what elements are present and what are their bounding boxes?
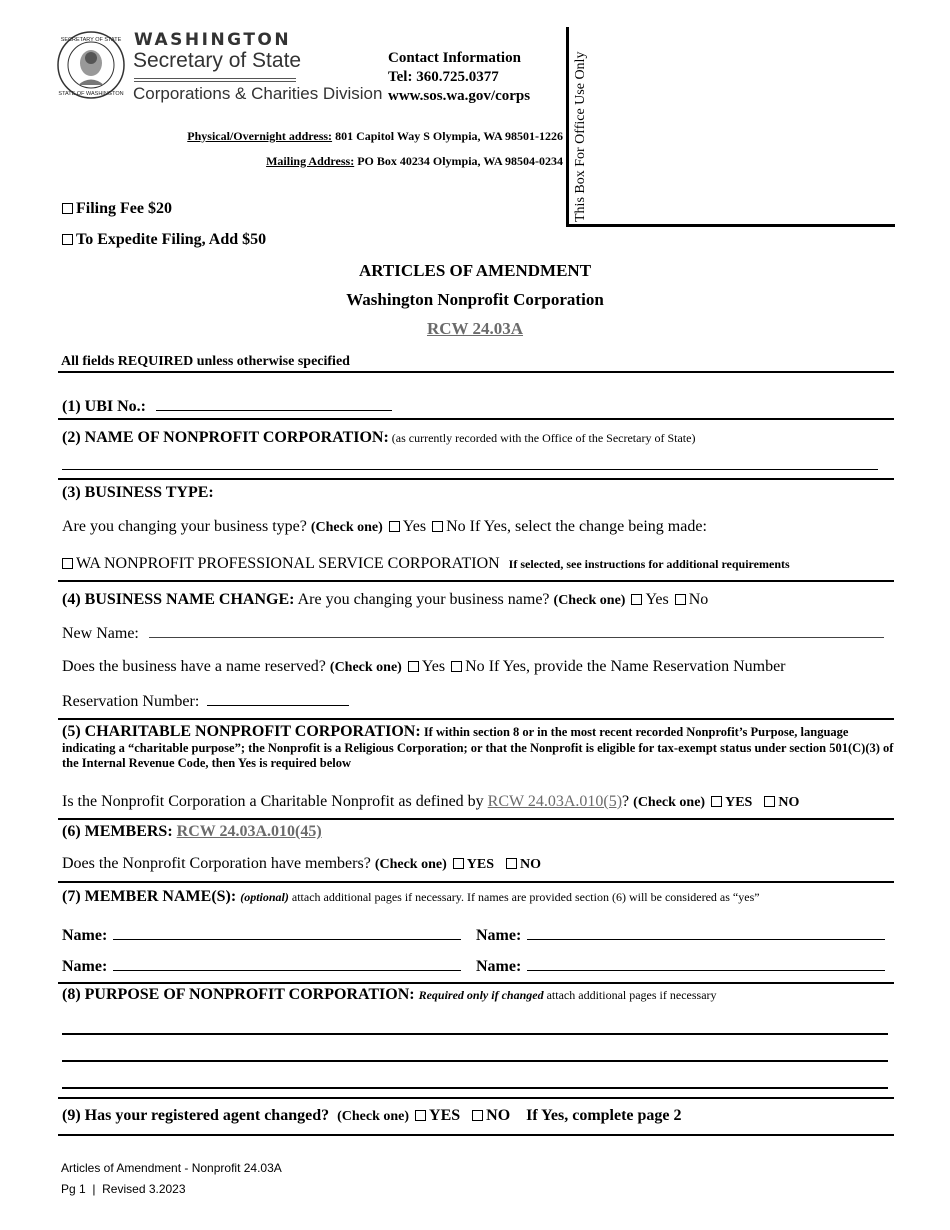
section-5-rcw-link[interactable]: RCW 24.03A.010(5) <box>487 793 623 810</box>
reservation-number-row <box>62 691 349 711</box>
section-8-note: attach additional pages if necessary <box>543 988 717 1002</box>
filing-fee-row <box>60 200 172 218</box>
section-5-desc: If within section 8 or in the most recent recorded Nonprofit’s Purpose, language indicating a “charitable purpose”; the Nonprofit is a Religious Corporation; or that the Nonprofit is eligible for tax-exempt status under section 501(C)(3) of the Internal Revenue Code, then Yes is required below <box>62 725 894 770</box>
org-divider <box>134 78 296 82</box>
required-note: All fields REQUIRED unless otherwise specified <box>61 354 350 369</box>
name-change-yes-label: Yes <box>645 591 669 608</box>
member-name-2-row <box>476 925 885 945</box>
member-name-2-label: Name: <box>476 927 522 944</box>
mailing-address-value: PO Box 40234 Olympia, WA 98504-0234 <box>354 154 563 168</box>
member-name-3-row <box>62 956 461 976</box>
reservation-number-input[interactable] <box>207 691 349 706</box>
agent-no-label: NO <box>486 1107 511 1124</box>
physical-address <box>187 129 563 144</box>
members-yes-checkbox[interactable] <box>453 858 464 869</box>
name-change-no-checkbox[interactable] <box>675 594 686 605</box>
section-2-label: (2) NAME OF NONPROFIT CORPORATION: <box>62 429 389 446</box>
section-7-optional: (optional) <box>240 890 289 904</box>
divider-7 <box>58 982 894 984</box>
seal-icon <box>56 30 126 100</box>
name-change-no-label: No <box>688 591 709 608</box>
professional-service-label: WA NONPROFIT PROFESSIONAL SERVICE CORPORATION <box>76 555 500 572</box>
section-2-name <box>62 429 695 447</box>
org-name-secretary: Secretary of State <box>133 49 302 72</box>
charitable-no-label: NO <box>778 795 800 810</box>
corporation-name-input[interactable] <box>62 469 878 470</box>
purpose-line-3[interactable] <box>62 1087 888 1089</box>
section-7-note: attach additional pages if necessary. If names are provided section (6) will be considered as “yes” <box>288 890 760 904</box>
section-3-check-one: (Check one) <box>310 520 383 535</box>
org-name-washington: WASHINGTON <box>134 30 292 50</box>
business-type-no-checkbox[interactable] <box>432 521 443 532</box>
reserved-check-one: (Check one) <box>329 660 402 675</box>
reserved-no-checkbox[interactable] <box>451 661 462 672</box>
divider-2 <box>58 478 894 480</box>
section-5-qmark: ? <box>622 793 630 810</box>
section-6-rcw-link[interactable]: RCW 24.03A.010(45) <box>176 823 322 840</box>
section-8-header <box>62 986 717 1004</box>
divider-8 <box>58 1097 894 1099</box>
member-name-3-input[interactable] <box>113 956 461 971</box>
section-5-header <box>62 724 894 772</box>
member-name-4-label: Name: <box>476 958 522 975</box>
section-4-check-one: (Check one) <box>553 593 626 608</box>
contact-web: www.sos.wa.gov/corps <box>388 88 531 104</box>
footer-line-1: Articles of Amendment - Nonprofit 24.03A <box>61 1161 282 1175</box>
members-no-label: NO <box>519 857 541 872</box>
office-use-label: This Box For Office Use Only <box>573 51 588 222</box>
charitable-yes-label: YES <box>725 795 753 810</box>
section-3-option-row <box>60 555 790 573</box>
member-name-4-row <box>476 956 885 976</box>
section-4-question: Are you changing your business name? <box>294 591 550 608</box>
reserved-question: Does the business have a name reserved? <box>62 658 326 675</box>
section-6-question-row <box>62 855 541 873</box>
rcw-link[interactable]: RCW 24.03A <box>426 319 524 338</box>
agent-yes-checkbox[interactable] <box>415 1110 426 1121</box>
divider-5 <box>58 818 894 820</box>
section-3-question: Are you changing your business type? <box>62 518 307 535</box>
section-2-note: (as currently recorded with the Office of the Secretary of State) <box>388 431 696 445</box>
form-title: ARTICLES OF AMENDMENT <box>358 261 592 280</box>
agent-no-checkbox[interactable] <box>472 1110 483 1121</box>
section-6-question: Does the Nonprofit Corporation have members? <box>62 855 371 872</box>
expedite-label: To Expedite Filing, Add $50 <box>76 231 267 248</box>
section-1-ubi <box>62 396 392 416</box>
charitable-no-checkbox[interactable] <box>764 796 775 807</box>
ubi-input[interactable] <box>156 396 392 411</box>
office-use-box <box>566 27 895 227</box>
name-change-yes-checkbox[interactable] <box>631 594 642 605</box>
reserved-no-label: No <box>465 658 485 675</box>
reserved-yes-checkbox[interactable] <box>408 661 419 672</box>
member-name-2-input[interactable] <box>527 925 885 940</box>
section-6-label: (6) MEMBERS: <box>62 823 173 840</box>
filing-fee-label: Filing Fee $20 <box>76 200 172 217</box>
mailing-address <box>266 154 563 169</box>
business-type-no-label: No <box>446 518 466 535</box>
business-type-yes-label: Yes <box>402 518 427 535</box>
divider-3 <box>58 580 894 582</box>
agent-yes-label: YES <box>429 1107 461 1124</box>
section-3-question-row <box>62 518 707 536</box>
business-type-yes-checkbox[interactable] <box>389 521 400 532</box>
form-subtitle: Washington Nonprofit Corporation <box>346 290 604 309</box>
member-name-4-input[interactable] <box>527 956 885 971</box>
section-5-label: (5) CHARITABLE NONPROFIT CORPORATION: <box>62 723 421 740</box>
section-6-row <box>62 823 322 841</box>
section-9-check-one: (Check one) <box>337 1109 410 1124</box>
section-3-label: (3) BUSINESS TYPE: <box>62 484 214 501</box>
contact-tel: Tel: 360.725.0377 <box>388 69 499 85</box>
section-8-label: (8) PURPOSE OF NONPROFIT CORPORATION: <box>62 986 415 1003</box>
new-name-row <box>62 623 884 643</box>
section-4-label: (4) BUSINESS NAME CHANGE: <box>62 591 295 608</box>
section-6-check-one: (Check one) <box>374 857 447 872</box>
members-no-checkbox[interactable] <box>506 858 517 869</box>
filing-fee-checkbox[interactable] <box>62 203 73 214</box>
section-3-if-yes: If Yes, select the change being made: <box>465 518 707 535</box>
org-name-division: Corporations & Charities Division <box>133 84 383 103</box>
section-7-header <box>62 888 760 906</box>
member-name-1-label: Name: <box>62 927 108 944</box>
section-5-check-one: (Check one) <box>633 795 706 810</box>
divider-9 <box>58 1134 894 1136</box>
physical-address-label: Physical/Overnight address: <box>187 129 333 143</box>
expedite-checkbox[interactable] <box>62 234 73 245</box>
divider-top <box>58 371 894 373</box>
member-name-1-input[interactable] <box>113 925 461 940</box>
section-7-label: (7) MEMBER NAME(S): <box>62 888 237 905</box>
contact-title: Contact Information <box>388 50 521 66</box>
reservation-number-label: Reservation Number: <box>62 693 200 710</box>
section-9-if-yes: If Yes, complete page 2 <box>526 1107 682 1124</box>
reserved-if-yes: If Yes, provide the Name Reservation Number <box>484 658 786 675</box>
mailing-address-label: Mailing Address: <box>266 154 355 168</box>
purpose-line-2[interactable] <box>62 1060 888 1062</box>
purpose-line-1[interactable] <box>62 1033 888 1035</box>
member-name-3-label: Name: <box>62 958 108 975</box>
member-name-1-row <box>62 925 461 945</box>
charitable-yes-checkbox[interactable] <box>711 796 722 807</box>
section-9-row <box>62 1107 682 1125</box>
members-yes-label: YES <box>466 857 494 872</box>
divider-6 <box>58 881 894 883</box>
section-8-required: Required only if changed <box>418 988 544 1002</box>
footer-line-2: Pg 1 | Revised 3.2023 <box>61 1182 186 1196</box>
divider-1 <box>58 418 894 420</box>
expedite-row <box>60 231 266 249</box>
new-name-input[interactable] <box>149 623 884 638</box>
seal-text-bottom: STATE OF WASHINGTON <box>58 91 124 97</box>
new-name-label: New Name: <box>62 625 139 642</box>
section-5-question-row <box>62 793 799 811</box>
section-9-label: (9) Has your registered agent changed? <box>62 1107 330 1124</box>
professional-service-checkbox[interactable] <box>62 558 73 569</box>
reserved-yes-label: Yes <box>421 658 446 675</box>
section-5-question: Is the Nonprofit Corporation a Charitable Nonprofit as defined by <box>62 793 488 810</box>
section-4-row <box>62 591 708 609</box>
professional-service-note: If selected, see instructions for additional requirements <box>508 557 790 571</box>
reserved-row <box>62 658 786 676</box>
divider-4 <box>58 718 894 720</box>
seal-text-top: SECRETARY OF STATE <box>60 37 122 43</box>
ubi-label: (1) UBI No.: <box>62 398 146 415</box>
state-seal <box>56 30 126 100</box>
physical-address-value: 801 Capitol Way S Olympia, WA 98501-1226 <box>332 129 563 143</box>
